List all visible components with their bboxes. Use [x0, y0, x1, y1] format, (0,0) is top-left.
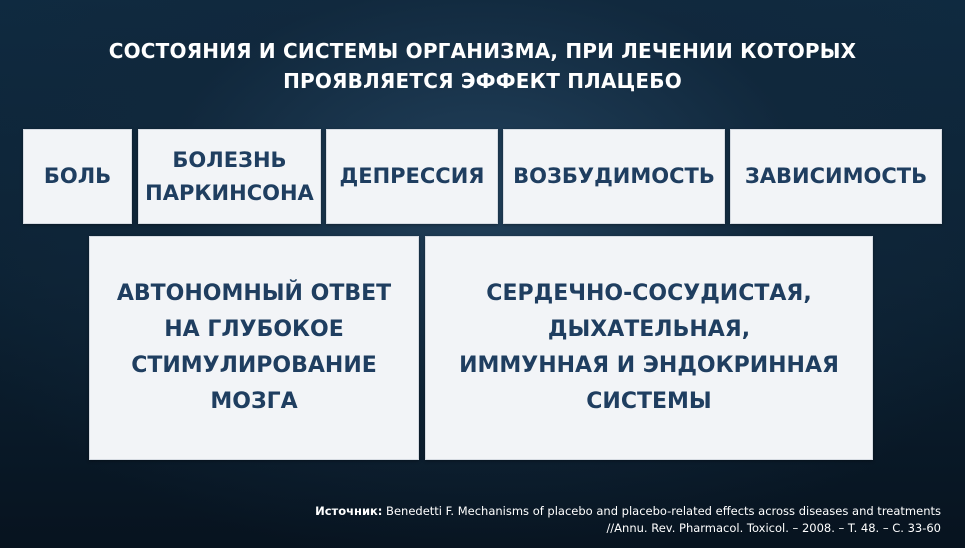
box-excitability	[503, 129, 725, 224]
box-autonomic-response	[89, 236, 419, 460]
source-prefix: Источник:	[315, 504, 383, 518]
box-pain	[23, 129, 132, 224]
box-excitability-label: ВОЗБУДИМОСТЬ	[513, 164, 715, 188]
box-depression	[326, 129, 498, 224]
source-citation	[315, 503, 941, 537]
box-autonomic-response-label: АВТОНОМНЫЙ ОТВЕТ НА ГЛУБОКОЕ СТИМУЛИРОВАНИЕ МОЗГА	[116, 281, 392, 414]
box-depression-label: ДЕПРЕССИЯ	[339, 164, 485, 188]
box-addiction	[730, 129, 942, 224]
source-text-1: Benedetti F. Mechanisms of placebo and placebo-related effects across diseases and treatments	[382, 504, 941, 518]
slide-title	[0, 36, 965, 96]
box-body-systems-label: СЕРДЕЧНО-СОСУДИСТАЯ, ДЫХАТЕЛЬНАЯ, ИММУННАЯ И ЭНДОКРИННАЯ СИСТЕМЫ	[459, 281, 839, 414]
box-parkinsons-disease-label: БОЛЕЗНЬ ПАРКИНСОНА	[145, 147, 314, 205]
box-body-systems	[425, 236, 873, 460]
source-citation-line-2: //Annu. Rev. Pharmacol. Toxicol. – 2008. – T. 48. – C. 33-60	[606, 521, 941, 535]
source-citation-line-1	[315, 503, 941, 520]
box-addiction-label: ЗАВИСИМОСТЬ	[744, 164, 928, 188]
box-pain-label: БОЛЬ	[43, 164, 112, 188]
box-parkinsons-disease	[138, 129, 321, 224]
slide-title-line-2: ПРОЯВЛЯЕТСЯ ЭФФЕКТ ПЛАЦЕБО	[283, 69, 682, 93]
slide-title-line-1: СОСТОЯНИЯ И СИСТЕМЫ ОРГАНИЗМА, ПРИ ЛЕЧЕНИИ КОТОРЫХ	[108, 39, 857, 63]
